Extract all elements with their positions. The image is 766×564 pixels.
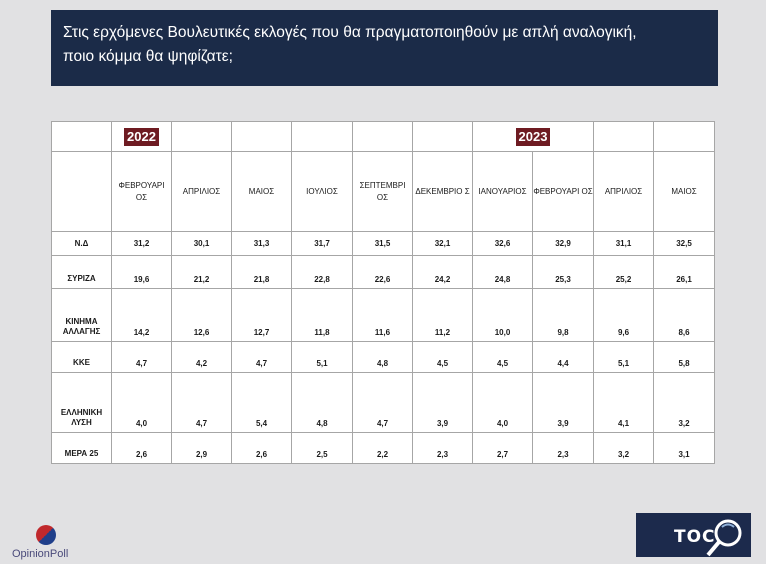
month-header-cell: ΦΕΒΡΟΥΑΡΙ ΟΣ xyxy=(112,152,172,232)
party-row xyxy=(52,342,715,373)
percentage-cell: 25,2 xyxy=(594,256,654,289)
percentage-cell: 4,7 xyxy=(112,342,172,373)
percentage-cell: 25,3 xyxy=(533,256,594,289)
empty-year-cell xyxy=(353,122,413,152)
percentage-cell: 30,1 xyxy=(172,232,232,256)
month-header-cell: ΦΕΒΡΟΥΑΡΙ ΟΣ xyxy=(533,152,594,232)
percentage-cell: 11,6 xyxy=(353,289,413,342)
year-2023-cell xyxy=(473,122,594,152)
percentage-cell: 4,7 xyxy=(172,373,232,433)
party-name-cell: ΚΚΕ xyxy=(52,342,112,373)
percentage-cell: 32,9 xyxy=(533,232,594,256)
percentage-cell: 24,8 xyxy=(473,256,533,289)
percentage-cell: 3,9 xyxy=(413,373,473,433)
percentage-cell: 9,8 xyxy=(533,289,594,342)
month-header-cell: ΔΕΚΕΜΒΡΙΟ Σ xyxy=(413,152,473,232)
percentage-cell: 21,8 xyxy=(232,256,292,289)
month-header-row xyxy=(52,152,715,232)
percentage-cell: 2,9 xyxy=(172,433,232,464)
party-row xyxy=(52,232,715,256)
percentage-cell: 22,8 xyxy=(292,256,353,289)
empty-year-cell xyxy=(654,122,715,152)
percentage-cell: 3,1 xyxy=(654,433,715,464)
poll-table xyxy=(51,121,714,459)
percentage-cell: 12,6 xyxy=(172,289,232,342)
month-header-cell: ΑΠΡΙΛΙΟΣ xyxy=(172,152,232,232)
percentage-cell: 4,2 xyxy=(172,342,232,373)
question-line-2: ποιο κόμμα θα ψηφίζατε; xyxy=(63,48,233,65)
percentage-cell: 2,3 xyxy=(413,433,473,464)
percentage-cell: 10,0 xyxy=(473,289,533,342)
question-line-1: Στις ερχόμενες Βουλευτικές εκλογές που θα πραγματοποιηθούν με απλή αναλογική, xyxy=(63,24,637,41)
party-name-cell: Ν.Δ xyxy=(52,232,112,256)
percentage-cell: 9,6 xyxy=(594,289,654,342)
percentage-cell: 31,2 xyxy=(112,232,172,256)
percentage-cell: 32,6 xyxy=(473,232,533,256)
month-header-cell: ΑΠΡΙΛΙΟΣ xyxy=(594,152,654,232)
percentage-cell: 4,5 xyxy=(473,342,533,373)
year-2022-cell xyxy=(112,122,172,152)
toc-logo-text: TOC xyxy=(674,527,716,547)
month-header-cell: ΜΑΙΟΣ xyxy=(654,152,715,232)
percentage-cell: 32,5 xyxy=(654,232,715,256)
opinionpoll-logo-icon xyxy=(36,525,56,545)
percentage-cell: 2,5 xyxy=(292,433,353,464)
year-row xyxy=(52,122,715,152)
party-row xyxy=(52,373,715,433)
percentage-cell: 31,7 xyxy=(292,232,353,256)
percentage-cell: 5,1 xyxy=(594,342,654,373)
opinionpoll-logo-text: OpinionPoll xyxy=(12,548,69,560)
percentage-cell: 3,2 xyxy=(594,433,654,464)
percentage-cell: 31,3 xyxy=(232,232,292,256)
party-name-cell: ΕΛΛΗΝΙΚΗ ΛΥΣΗ xyxy=(52,373,112,433)
poll-results-table xyxy=(51,121,715,464)
month-header-cell: ΜΑΙΟΣ xyxy=(232,152,292,232)
month-header-cell: ΣΕΠΤΕΜΒΡΙ ΟΣ xyxy=(353,152,413,232)
month-header-cell: ΙΑΝΟΥΑΡΙΟΣ xyxy=(473,152,533,232)
empty-year-cell xyxy=(292,122,353,152)
percentage-cell: 12,7 xyxy=(232,289,292,342)
month-header-cell: ΙΟΥΛΙΟΣ xyxy=(292,152,353,232)
percentage-cell: 11,8 xyxy=(292,289,353,342)
percentage-cell: 3,9 xyxy=(533,373,594,433)
party-row xyxy=(52,256,715,289)
percentage-cell: 32,1 xyxy=(413,232,473,256)
percentage-cell: 11,2 xyxy=(413,289,473,342)
empty-year-cell xyxy=(232,122,292,152)
percentage-cell: 3,2 xyxy=(654,373,715,433)
percentage-cell: 24,2 xyxy=(413,256,473,289)
question-header xyxy=(51,10,718,86)
party-name-cell: ΣΥΡΙΖΑ xyxy=(52,256,112,289)
percentage-cell: 2,3 xyxy=(533,433,594,464)
percentage-cell: 31,5 xyxy=(353,232,413,256)
percentage-cell: 2,6 xyxy=(232,433,292,464)
percentage-cell: 5,8 xyxy=(654,342,715,373)
percentage-cell: 22,6 xyxy=(353,256,413,289)
party-row xyxy=(52,433,715,464)
opinionpoll-logo xyxy=(12,525,92,561)
percentage-cell: 5,4 xyxy=(232,373,292,433)
percentage-cell: 26,1 xyxy=(654,256,715,289)
percentage-cell: 21,2 xyxy=(172,256,232,289)
percentage-cell: 4,1 xyxy=(594,373,654,433)
percentage-cell: 8,6 xyxy=(654,289,715,342)
percentage-cell: 4,7 xyxy=(353,373,413,433)
year-2023-badge: 2023 xyxy=(516,128,551,146)
party-name-cell: ΚΙΝΗΜΑ ΑΛΛΑΓΗΣ xyxy=(52,289,112,342)
percentage-cell: 4,0 xyxy=(112,373,172,433)
toc-logo xyxy=(636,513,751,557)
empty-year-cell xyxy=(413,122,473,152)
percentage-cell: 4,8 xyxy=(353,342,413,373)
corner-cell xyxy=(52,152,112,232)
year-2022-badge: 2022 xyxy=(124,128,159,146)
empty-year-cell xyxy=(172,122,232,152)
corner-cell xyxy=(52,122,112,152)
percentage-cell: 2,7 xyxy=(473,433,533,464)
percentage-cell: 31,1 xyxy=(594,232,654,256)
party-row xyxy=(52,289,715,342)
percentage-cell: 2,2 xyxy=(353,433,413,464)
percentage-cell: 5,1 xyxy=(292,342,353,373)
party-name-cell: ΜΕΡΑ 25 xyxy=(52,433,112,464)
percentage-cell: 19,6 xyxy=(112,256,172,289)
percentage-cell: 2,6 xyxy=(112,433,172,464)
percentage-cell: 4,4 xyxy=(533,342,594,373)
percentage-cell: 14,2 xyxy=(112,289,172,342)
percentage-cell: 4,0 xyxy=(473,373,533,433)
percentage-cell: 4,8 xyxy=(292,373,353,433)
empty-year-cell xyxy=(594,122,654,152)
percentage-cell: 4,5 xyxy=(413,342,473,373)
percentage-cell: 4,7 xyxy=(232,342,292,373)
